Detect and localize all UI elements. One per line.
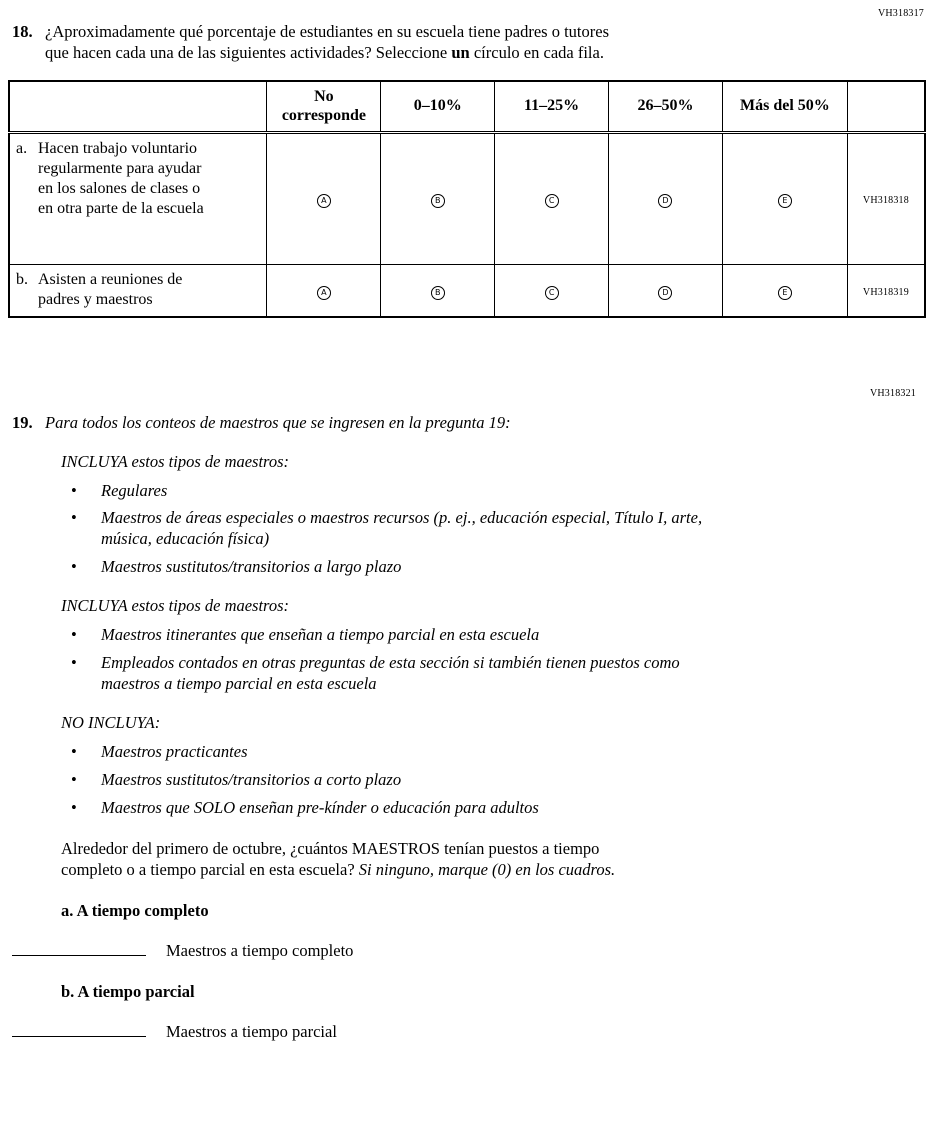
row-letter: a. [16,140,28,158]
question-19-main-question [61,839,621,881]
answer-bubble-a[interactable]: A [317,194,331,208]
answer-bubble-a[interactable]: A [317,286,331,300]
empty-stub-header-cell [9,81,267,133]
bullet-item: • Maestros sustitutos/transitorios a largo plazo [45,557,705,578]
bullet-item: • Maestros itinerantes que enseñan a tiempo parcial en esta escuela [45,625,705,646]
include-list-1 [45,481,705,579]
col-header-0-10: 0–10% [381,81,495,133]
q19-form-code: VH318321 [869,387,916,399]
answer-bubble-d[interactable]: D [658,286,672,300]
row-text: Hacen trabajo voluntario regularmente para ayudar en los salones de clases o en otra parte de la escuela [38,140,204,217]
parttime-teachers-input[interactable] [12,1021,146,1037]
include-heading-1: INCLUYA estos tipos de maestros: [61,451,290,471]
row-code-cell [847,265,925,317]
question-19 [12,413,924,1043]
answer-bubble-d[interactable]: D [658,194,672,208]
question-19-body [45,413,924,1043]
row-b-code: VH318319 [862,286,909,298]
answer-bubble-c[interactable]: C [545,286,559,300]
part-a-answer-row [12,940,924,962]
option-cell [267,265,381,317]
bullet-item: • Maestros que SOLO enseñan pre-kínder o educación para adultos [45,798,705,819]
question-text-segment: Alrededor del primero de octubre, ¿cuántos MAESTROS tenían puestos a tiempo completo o a tiempo parcial en esta escuela? [61,838,600,879]
bullet-item: • Regulares [45,481,705,502]
table-row-a [9,133,925,265]
empty-code-header-cell [847,81,925,133]
part-a-blank-label: Maestros a tiempo completo [166,940,354,960]
question-italic-segment: Si ninguno, marque (0) en los cuadros. [358,859,616,879]
no-incluya-list [45,742,705,819]
prompt-text-segment: ¿Aproximadamente qué porcentaje de estudiantes en su escuela tiene padres o tutores que hacen cada una de las siguientes actividades? Seleccione [45,22,609,62]
option-cell [722,133,847,265]
col-header-26-50: 26–50% [609,81,723,133]
question-19-number: 19. [12,412,33,432]
bullet-item: • Maestros de áreas especiales o maestros recursos (p. ej., educación especial, Título I, arte, música, educación física) [45,508,705,550]
prompt-bold-segment: un [451,42,470,62]
question-18-number: 18. [12,22,33,41]
table-row-b [9,265,925,317]
option-cell [722,265,847,317]
row-label [16,139,260,218]
prompt-text-segment: círculo en cada fila. [469,42,604,62]
part-b-blank-label: Maestros a tiempo parcial [166,1021,337,1041]
row-label [16,270,260,310]
col-header-mas-del-50: Más del 50% [722,81,847,133]
option-cell [495,265,609,317]
option-cell [609,133,723,265]
fulltime-teachers-input[interactable] [12,940,146,956]
include-heading-2: INCLUYA estos tipos de maestros: [61,596,290,616]
q18-form-code: VH318317 [877,8,924,19]
answer-bubble-b[interactable]: B [431,194,445,208]
row-letter: b. [16,271,28,289]
include-list-2 [45,625,705,695]
row-text: Asisten a reuniones de padres y maestros [38,271,183,309]
col-header-11-25: 11–25% [495,81,609,133]
answer-bubble-e[interactable]: E [778,286,792,300]
table-header-row [9,81,925,133]
q18-response-table [8,80,926,318]
option-cell [381,265,495,317]
option-cell [495,133,609,265]
question-18-prompt-row [12,22,924,64]
col-header-no-corresponde: No corresponde [267,81,381,133]
bullet-item: • Maestros sustitutos/transitorios a corto plazo [45,770,705,791]
question-18 [12,22,924,318]
row-code-cell [847,133,925,265]
row-a-code: VH318318 [862,195,909,207]
option-cell [381,133,495,265]
part-b-label: b. A tiempo parcial [61,981,195,1001]
option-cell [609,265,723,317]
question-19-intro: Para todos los conteos de maestros que se ingresen en la pregunta 19: [45,412,511,432]
answer-bubble-e[interactable]: E [778,194,792,208]
no-incluya-heading: NO INCLUYA: [61,713,161,733]
bullet-item: • Empleados contados en otras preguntas de esta sección si también tienen puestos como maestros a tiempo parcial en esta escuela [45,653,705,695]
answer-bubble-b[interactable]: B [431,286,445,300]
bullet-item: • Maestros practicantes [45,742,705,763]
part-b-answer-row [12,1021,924,1043]
row-b-label-cell [9,265,267,317]
row-a-label-cell [9,133,267,265]
part-a-label: a. A tiempo completo [61,900,209,920]
answer-bubble-c[interactable]: C [545,194,559,208]
option-cell [267,133,381,265]
question-18-prompt [45,22,625,64]
